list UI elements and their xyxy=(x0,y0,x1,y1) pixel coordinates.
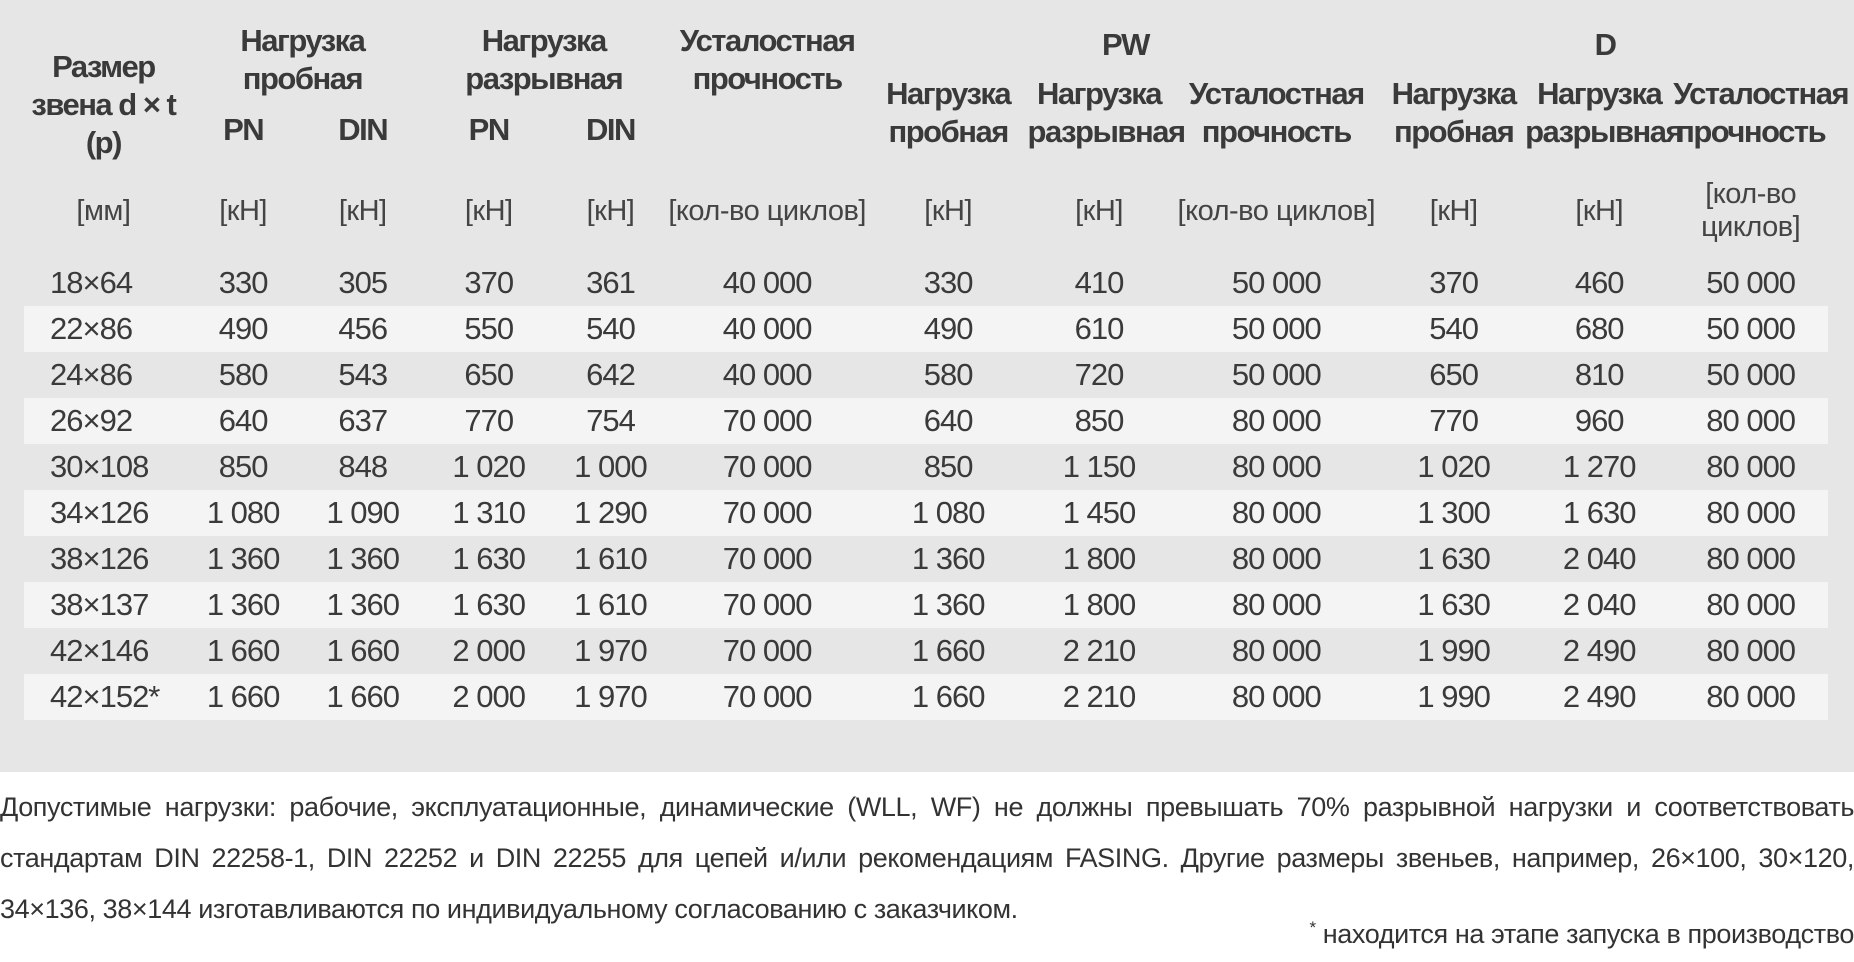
table-row xyxy=(24,398,1828,444)
value-cell: 40 000 xyxy=(666,306,869,352)
size-column-header: Размер звена d × t (p) xyxy=(31,49,176,160)
unit-cell: [кол-во циклов] xyxy=(1177,194,1376,227)
value-cell: 1 970 xyxy=(555,674,665,720)
footnote-text: находится на этапе запуска в производство xyxy=(1322,919,1854,949)
unit-cell: [кол-во циклов] xyxy=(668,194,866,227)
value-cell: 50 000 xyxy=(1231,265,1321,300)
value-cell: 850 xyxy=(1028,398,1171,444)
value-cell: 370 xyxy=(1429,265,1478,300)
value-cell: 1 630 xyxy=(422,582,555,628)
d-group-header: D xyxy=(1594,27,1616,62)
value-cell: 410 xyxy=(1074,265,1124,300)
value-cell: 1 990 xyxy=(1382,674,1525,720)
table-row xyxy=(24,260,1828,306)
value-cell: 1 630 xyxy=(1525,490,1673,536)
value-cell: 720 xyxy=(1074,357,1124,392)
value-cell: 2 210 xyxy=(1028,674,1171,720)
value-cell: 80 000 xyxy=(1231,633,1321,668)
value-cell: 1 300 xyxy=(1382,490,1525,536)
value-cell: 80 000 xyxy=(1170,398,1382,444)
value-cell: 50 000 xyxy=(1231,357,1321,392)
value-cell: 70 000 xyxy=(722,633,812,668)
value-cell: 810 xyxy=(1574,357,1624,392)
size-cell: 18×64 xyxy=(50,265,133,300)
footnote-mark: * xyxy=(1309,918,1316,937)
table-row xyxy=(24,444,1828,490)
table-row xyxy=(24,628,1828,674)
value-cell: 80 000 xyxy=(1706,541,1796,576)
table-row xyxy=(24,306,1828,352)
d-proof-header: Нагрузка пробная xyxy=(1391,76,1516,149)
value-cell: 456 xyxy=(303,306,422,352)
table-body xyxy=(24,260,1828,720)
value-cell: 650 xyxy=(1429,357,1478,392)
value-cell: 1 360 xyxy=(911,541,985,576)
value-cell: 1 800 xyxy=(1062,541,1136,576)
value-cell: 80 000 xyxy=(1673,398,1828,444)
value-cell: 50 000 xyxy=(1673,306,1828,352)
unit-cell: [кН] xyxy=(924,194,973,227)
value-cell: 640 xyxy=(869,398,1028,444)
value-cell: 680 xyxy=(1525,306,1673,352)
value-cell: 1 970 xyxy=(574,633,647,668)
value-cell: 960 xyxy=(1525,398,1673,444)
fatigue-header: Усталостная прочность xyxy=(679,23,855,96)
value-cell: 40 000 xyxy=(722,357,812,392)
value-cell: 850 xyxy=(218,449,268,484)
value-cell: 2 000 xyxy=(452,633,525,668)
value-cell: 2 040 xyxy=(1525,582,1673,628)
value-cell: 1 020 xyxy=(452,449,525,484)
value-cell: 330 xyxy=(923,265,973,300)
value-cell: 2 490 xyxy=(1562,633,1636,668)
unit-cell: [кол-во циклов] xyxy=(1701,178,1801,243)
value-cell: 543 xyxy=(338,357,388,392)
value-cell: 550 xyxy=(422,306,555,352)
value-cell: 80 000 xyxy=(1170,582,1382,628)
size-cell: 24×86 xyxy=(50,357,133,392)
proof-load-header: Нагрузка пробная xyxy=(240,23,365,96)
value-cell: 1 610 xyxy=(574,541,647,576)
value-cell: 1 360 xyxy=(326,541,400,576)
value-cell: 40 000 xyxy=(722,265,812,300)
size-cell: 42×152* xyxy=(24,674,183,720)
value-cell: 1 290 xyxy=(555,490,665,536)
value-cell: 80 000 xyxy=(1170,490,1382,536)
d-fatigue-header: Усталостная прочность xyxy=(1673,76,1849,149)
size-cell: 34×126 xyxy=(24,490,183,536)
value-cell: 1 360 xyxy=(303,582,422,628)
break-pn-header: PN xyxy=(468,112,509,147)
value-cell: 361 xyxy=(586,265,635,300)
table-row xyxy=(24,490,1828,536)
value-cell: 70 000 xyxy=(666,398,869,444)
value-cell: 70 000 xyxy=(666,582,869,628)
pw-break-header: Нагрузка разрывная xyxy=(1027,76,1185,149)
value-cell: 460 xyxy=(1574,265,1624,300)
proof-din-header: DIN xyxy=(338,112,388,147)
value-cell: 770 xyxy=(1382,398,1525,444)
permissible-loads-note: Допустимые нагрузки: рабочие, эксплуатационные, динамические (WLL, WF) не должны превышать 70% разрывной нагрузки и соответствовать стандартам DIN 22258-1, DIN 22252 и DIN 22255 для цепей и/или рекомендациям FASING. Другие размеры звеньев, например, 26×100, 30×120, 34×136, 38×144 изготавливаются по индивидуальному согласованию с заказчиком. xyxy=(0,792,1854,924)
value-cell: 1 630 xyxy=(452,541,525,576)
value-cell: 80 000 xyxy=(1673,674,1828,720)
value-cell: 637 xyxy=(303,398,422,444)
units-row xyxy=(24,162,1828,260)
value-cell: 1 610 xyxy=(555,582,665,628)
value-cell: 70 000 xyxy=(722,541,812,576)
value-cell: 80 000 xyxy=(1231,449,1321,484)
size-cell: 22×86 xyxy=(24,306,183,352)
value-cell: 50 000 xyxy=(1706,265,1796,300)
fatigue-sub-empty xyxy=(666,98,869,162)
table-row xyxy=(24,582,1828,628)
value-cell: 50 000 xyxy=(1170,306,1382,352)
value-cell: 330 xyxy=(218,265,268,300)
size-cell: 30×108 xyxy=(50,449,149,484)
value-cell: 650 xyxy=(464,357,514,392)
value-cell: 1 080 xyxy=(869,490,1028,536)
value-cell: 1 360 xyxy=(869,582,1028,628)
value-cell: 80 000 xyxy=(1673,582,1828,628)
size-cell: 26×92 xyxy=(24,398,183,444)
value-cell: 80 000 xyxy=(1231,541,1321,576)
value-cell: 1 450 xyxy=(1028,490,1171,536)
size-cell: 38×126 xyxy=(50,541,149,576)
value-cell: 2 000 xyxy=(422,674,555,720)
unit-cell: [кН] xyxy=(1429,194,1478,227)
value-cell: 850 xyxy=(923,449,973,484)
value-cell: 1 660 xyxy=(206,633,280,668)
size-cell: 42×146 xyxy=(50,633,149,668)
unit-cell: [кН] xyxy=(219,194,267,227)
value-cell: 1 660 xyxy=(869,674,1028,720)
value-cell: 305 xyxy=(338,265,388,300)
value-cell: 642 xyxy=(586,357,635,392)
value-cell: 2 490 xyxy=(1525,674,1673,720)
unit-cell: [кН] xyxy=(464,194,513,227)
value-cell: 540 xyxy=(555,306,665,352)
value-cell: 770 xyxy=(422,398,555,444)
unit-cell: [мм] xyxy=(76,194,131,227)
value-cell: 490 xyxy=(869,306,1028,352)
value-cell: 1 800 xyxy=(1028,582,1171,628)
value-cell: 70 000 xyxy=(666,490,869,536)
chain-spec-table xyxy=(24,14,1849,720)
value-cell: 80 000 xyxy=(1706,449,1796,484)
value-cell: 70 000 xyxy=(666,674,869,720)
value-cell: 1 660 xyxy=(911,633,985,668)
value-cell: 1 020 xyxy=(1417,449,1490,484)
value-cell: 580 xyxy=(218,357,268,392)
pw-group-header: PW xyxy=(1102,27,1149,62)
value-cell: 1 360 xyxy=(183,582,304,628)
value-cell: 80 000 xyxy=(1706,633,1796,668)
value-cell: 1 660 xyxy=(326,633,400,668)
value-cell: 754 xyxy=(555,398,665,444)
value-cell: 540 xyxy=(1382,306,1525,352)
value-cell: 370 xyxy=(464,265,514,300)
value-cell: 80 000 xyxy=(1673,490,1828,536)
value-cell: 490 xyxy=(183,306,304,352)
value-cell: 70 000 xyxy=(722,449,812,484)
value-cell: 848 xyxy=(338,449,388,484)
size-cell: 38×137 xyxy=(24,582,183,628)
value-cell: 1 990 xyxy=(1417,633,1490,668)
value-cell: 580 xyxy=(923,357,973,392)
value-cell: 1 310 xyxy=(422,490,555,536)
table-row xyxy=(24,674,1828,720)
table-row xyxy=(24,536,1828,582)
value-cell: 80 000 xyxy=(1170,674,1382,720)
value-cell: 1 660 xyxy=(183,674,304,720)
table-row xyxy=(24,352,1828,398)
value-cell: 1 630 xyxy=(1382,582,1525,628)
value-cell: 1 000 xyxy=(574,449,647,484)
value-cell: 1 090 xyxy=(303,490,422,536)
breaking-load-header: Нагрузка разрывная xyxy=(465,23,623,96)
value-cell: 50 000 xyxy=(1706,357,1796,392)
value-cell: 2 210 xyxy=(1062,633,1136,668)
value-cell: 1 080 xyxy=(183,490,304,536)
value-cell: 1 360 xyxy=(206,541,280,576)
footnote xyxy=(1309,918,1854,950)
value-cell: 1 150 xyxy=(1062,449,1136,484)
break-din-header: DIN xyxy=(586,112,635,147)
value-cell: 1 270 xyxy=(1562,449,1636,484)
unit-cell: [кН] xyxy=(1075,194,1123,227)
proof-pn-header: PN xyxy=(223,112,264,147)
d-break-header: Нагрузка разрывная xyxy=(1525,76,1683,149)
pw-fatigue-header: Усталостная прочность xyxy=(1188,76,1364,149)
value-cell: 610 xyxy=(1028,306,1171,352)
value-cell: 1 630 xyxy=(1417,541,1490,576)
unit-cell: [кН] xyxy=(338,194,387,227)
unit-cell: [кН] xyxy=(1575,194,1624,227)
value-cell: 640 xyxy=(183,398,304,444)
value-cell: 1 660 xyxy=(303,674,422,720)
value-cell: 2 040 xyxy=(1562,541,1636,576)
pw-proof-header: Нагрузка пробная xyxy=(886,76,1011,149)
unit-cell: [кН] xyxy=(586,194,635,227)
